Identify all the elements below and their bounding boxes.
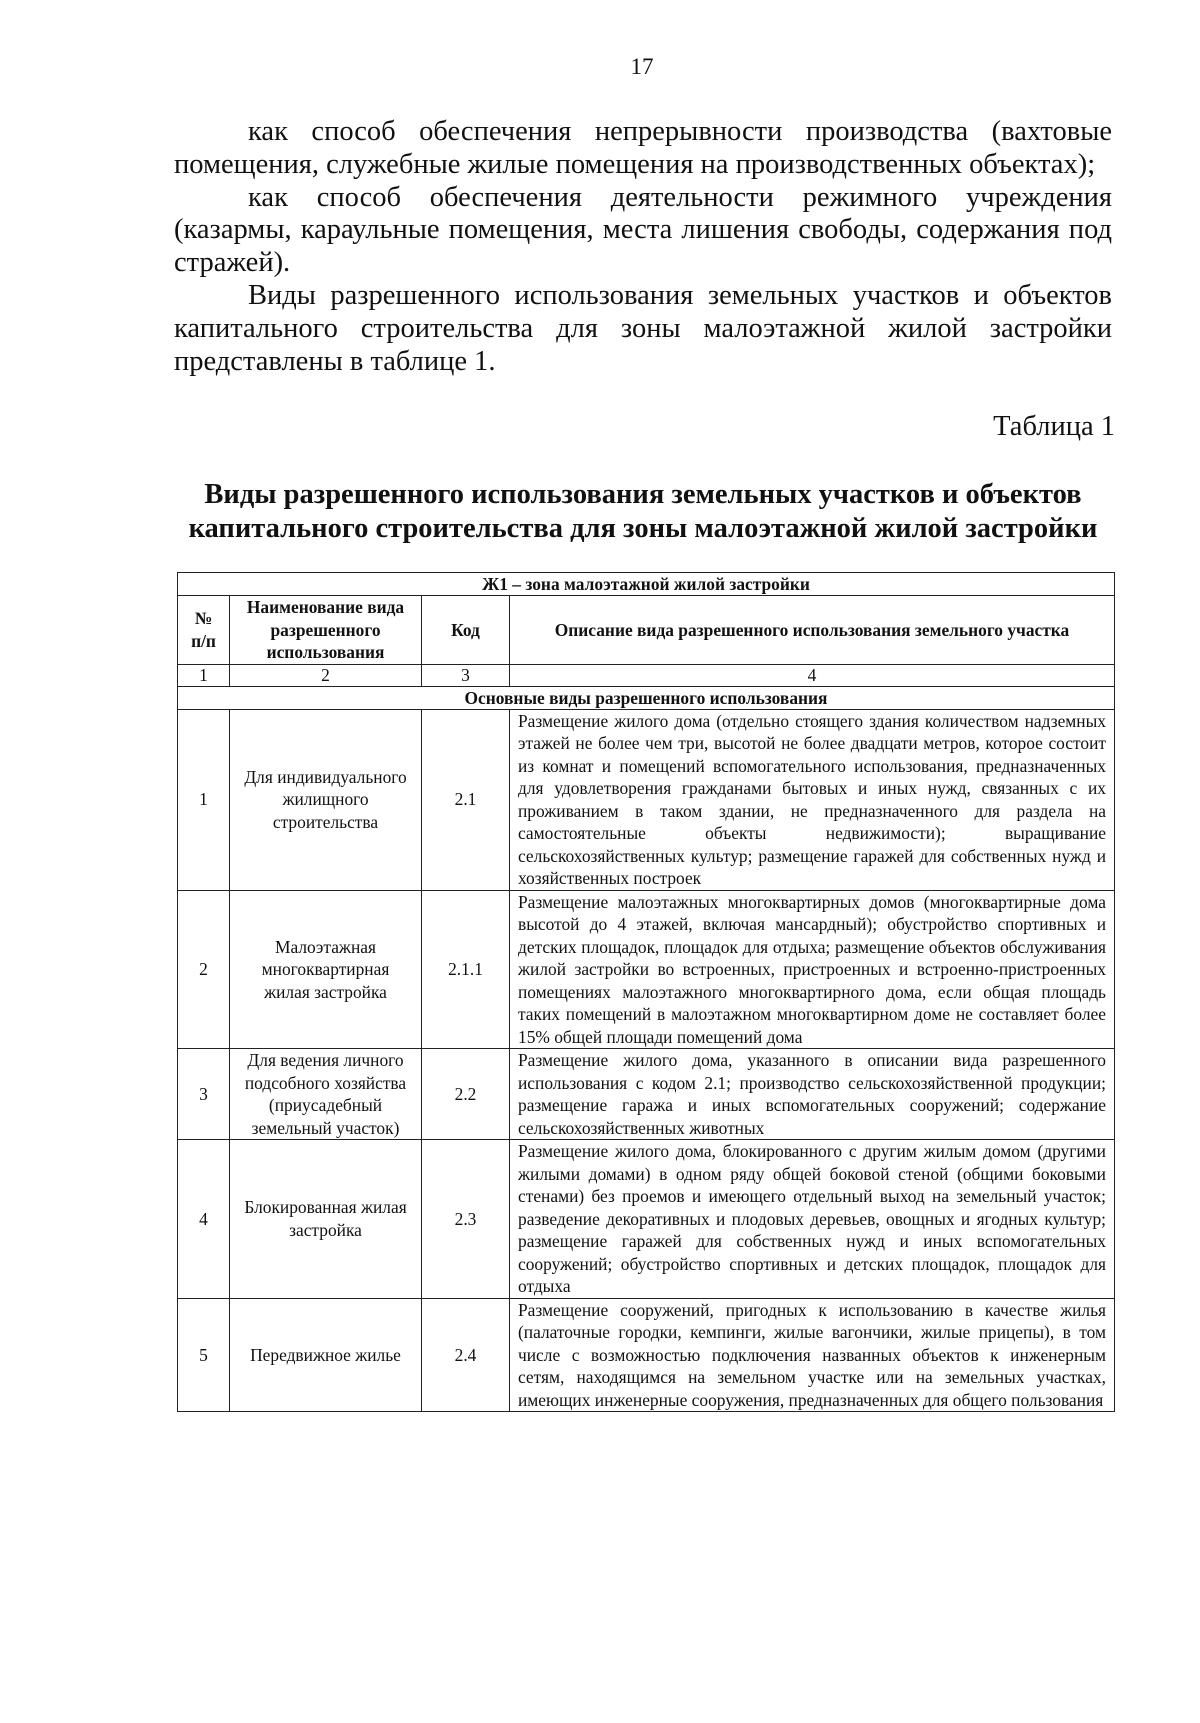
row-name: Блокированная жилая застройка (230, 1140, 422, 1299)
page-number: 17 (630, 54, 654, 79)
table-row (178, 890, 1115, 1049)
row-description: Размещение жилого дома, блокированного с другим жилым домом (другими жилыми домами) в одном ряду общей боковой стеной (общими боковыми стенами) без проемов и имеющего отдельный выход на земельный участок; разведение декоративных и плодовых деревьев, овощных и ягодных культур; размещение гаражей для собственных нужд и иных вспомогательных сооружений; обустройство спортивных и детских площадок, площадок для отдыха (510, 1140, 1115, 1299)
row-num: 1 (178, 709, 230, 890)
row-num: 5 (178, 1298, 230, 1412)
row-num: 2 (178, 890, 230, 1049)
row-description: Размещение малоэтажных многоквартирных домов (многоквартирные дома высотой до 4 этажей, включая мансардный); обустройство спортивных и детских площадок, площадок для отдыха; размещение объектов обслуживания жилой застройки во встроенных, пристроенных и встроенно-пристроенных помещениях малоэтажного многоквартирного дома, если общая площадь таких помещений в малоэтажном многоквартирном доме не составляет более 15% общей площади помещений дома (510, 890, 1115, 1049)
row-code: 2.2 (422, 1049, 510, 1140)
paragraph-3: Виды разрешенного использования земельных участков и объектов капитального строительства для зоны малоэтажной жилой застройки представлены в таблице 1. (174, 279, 1112, 377)
row-num: 4 (178, 1140, 230, 1299)
table-row (178, 709, 1115, 890)
column-index: 1 (178, 664, 230, 686)
row-num: 3 (178, 1049, 230, 1140)
column-header-code: Код (422, 596, 510, 665)
row-code: 2.1 (422, 709, 510, 890)
row-name: Малоэтажная многоквартирная жилая застройка (230, 890, 422, 1049)
row-description: Размещение сооружений, пригодных к использованию в качестве жилья (палаточные городки, кемпинги, жилые вагончики, жилые прицепы), в том числе с возможностью подключения названных объектов к инженерным сетям, находящимся на земельном участке или на земельных участках, имеющих инженерные сооружения, предназначенных для общего пользования (510, 1298, 1115, 1412)
paragraph-1: как способ обеспечения непрерывности производства (вахтовые помещения, служебные жилые помещения на производственных объектах); (174, 116, 1112, 180)
land-use-table (177, 572, 1115, 1412)
column-index: 4 (510, 664, 1115, 686)
table-row (178, 1049, 1115, 1140)
table-row (178, 1140, 1115, 1299)
body-text (174, 116, 1112, 378)
section-row (178, 686, 1115, 709)
paragraph-2: как способ обеспечения деятельности режимного учреждения (казармы, караульные помещения, места лишения свободы, содержания под стражей). (174, 181, 1112, 279)
column-header-num: № п/п (178, 596, 230, 665)
column-header-description: Описание вида разрешенного использования земельного участка (510, 596, 1115, 665)
row-name: Передвижное жилье (230, 1298, 422, 1412)
column-header-row (178, 596, 1115, 665)
row-name: Для ведения личного подсобного хозяйства (приусадебный земельный участок) (230, 1049, 422, 1140)
column-index: 3 (422, 664, 510, 686)
table-title: Виды разрешенного использования земельных участков и объектов капитального строительства для зоны малоэтажной жилой застройки (188, 479, 1098, 544)
row-description: Размещение жилого дома (отдельно стоящего здания количеством надземных этажей не более чем три, высотой не более двадцати метров, которое состоит из комнат и помещений вспомогательного использования, предназначенных для удовлетворения гражданами бытовых и иных нужд, связанных с их проживанием в таком здании, не предназначенного для раздела на самостоятельные объекты недвижимости); выращивание сельскохозяйственных культур; размещение гаражей для собственных нужд и хозяйственных построек (510, 709, 1115, 890)
row-description: Размещение жилого дома, указанного в описании вида разрешенного использования с кодом 2.1; производство сельскохозяйственной продукции; размещение гаража и иных вспомогательных сооружений; содержание сельскохозяйственных животных (510, 1049, 1115, 1140)
column-header-name: Наименование вида разрешенного использования (230, 596, 422, 665)
row-code: 2.1.1 (422, 890, 510, 1049)
zone-header-row (178, 573, 1115, 596)
column-index-row (178, 664, 1115, 686)
table-label: Таблица 1 (993, 411, 1115, 442)
section-title: Основные виды разрешенного использования (178, 686, 1115, 709)
zone-header: Ж1 – зона малоэтажной жилой застройки (178, 573, 1115, 596)
column-index: 2 (230, 664, 422, 686)
row-name: Для индивидуального жилищного строительства (230, 709, 422, 890)
row-code: 2.4 (422, 1298, 510, 1412)
table-row (178, 1298, 1115, 1412)
row-code: 2.3 (422, 1140, 510, 1299)
